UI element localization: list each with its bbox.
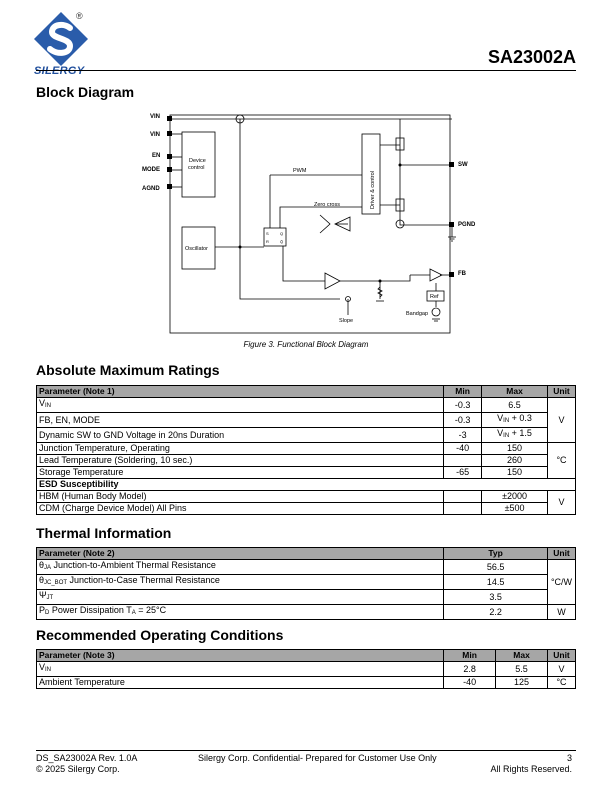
table-row: Lead Temperature (Soldering, 10 sec.) 260 [37, 455, 576, 467]
thermal-title: Thermal Information [36, 525, 172, 541]
thermal-table [36, 547, 576, 620]
table-row: Junction Temperature, Operating -40 150 °C [37, 443, 576, 455]
col-parameter: Parameter (Note 3) [37, 650, 444, 662]
device-control-label-2: control [188, 165, 205, 171]
table-row: Storage Temperature -65 150 [37, 467, 576, 479]
table-row: θJC_BOT Junction-to-Case Thermal Resistance 14.5 [37, 575, 576, 590]
pin-en: EN [152, 153, 161, 159]
unit-celsius: °C [548, 443, 576, 479]
table-header-row [37, 650, 576, 662]
pin-pgnd: PGND [458, 222, 476, 228]
footer-confidential: Silergy Corp. Confidential- Prepared for Customer Use Only [198, 753, 437, 763]
table-row: FB, EN, MODE -0.3 VIN + 0.3 [37, 413, 576, 428]
latch-r-label: R [266, 239, 269, 244]
unit-volts: V [548, 398, 576, 443]
pin-vin-2: VIN [150, 132, 161, 138]
footer-doc-id: DS_SA23002A Rev. 1.0A [36, 753, 138, 763]
pwm-label: PWM [293, 168, 307, 174]
abs-max-table [36, 385, 576, 515]
zero-cross-label: Zero cross [314, 202, 340, 208]
unit-esd-volts: V [548, 491, 576, 515]
footer-rights: All Rights Reserved. [490, 764, 572, 774]
table-row: Dynamic SW to GND Voltage in 20ns Duration -3 VIN + 1.5 [37, 428, 576, 443]
unit-cw: °C/W [548, 560, 576, 605]
footer-copyright: © 2025 Silergy Corp. [36, 764, 120, 774]
footer-page-number: 3 [566, 753, 572, 763]
header-rule [36, 70, 576, 71]
col-unit: Unit [548, 650, 576, 662]
table-row: CDM (Charge Device Model) All Pins ±500 [37, 503, 576, 515]
latch-qbar-label: Q̄ [280, 239, 284, 244]
logo-wordmark: SILERGY [34, 65, 85, 77]
pin-sw: SW [458, 162, 468, 168]
table-row: PD Power Dissipation TA = 25°C 2.2 W [37, 605, 576, 620]
esd-subheader-row: ESD Susceptibility [37, 479, 576, 491]
recommended-title: Recommended Operating Conditions [36, 627, 284, 643]
registered-mark: ® [76, 11, 83, 21]
functional-block-diagram [130, 107, 490, 337]
abs-max-title: Absolute Maximum Ratings [36, 362, 220, 378]
pin-vin-1: VIN [150, 114, 161, 120]
driver-control-label: Driver & control [370, 171, 376, 209]
table-row: VIN 2.8 5.5 V [37, 662, 576, 677]
bandgap-label: Bandgap [406, 311, 429, 317]
col-max: Max [496, 650, 548, 662]
unit-watt: W [548, 605, 576, 620]
oscillator-label: Oscillator [185, 246, 208, 252]
block-diagram-title: Block Diagram [36, 84, 135, 100]
col-unit: Unit [548, 386, 576, 398]
table-row: ΨJT 3.5 [37, 590, 576, 605]
pin-mode: MODE [142, 167, 160, 173]
col-min: Min [444, 386, 482, 398]
col-parameter: Parameter (Note 2) [37, 548, 444, 560]
pin-fb: FB [458, 271, 466, 277]
part-number: SA23002A [487, 47, 576, 67]
latch-s-label: S [266, 231, 269, 236]
table-header-row [37, 548, 576, 560]
pin-agnd: AGND [142, 186, 160, 192]
figure-caption: Figure 3. Functional Block Diagram [243, 340, 369, 349]
device-control-label: Device [189, 158, 206, 164]
col-unit: Unit [548, 548, 576, 560]
footer-rule [36, 750, 576, 751]
table-row: VIN -0.3 6.5 V [37, 398, 576, 413]
latch-q-label: Q [280, 231, 284, 236]
ref-label: Ref [430, 294, 439, 300]
table-row: HBM (Human Body Model) ±2000 V [37, 491, 576, 503]
col-typ: Typ [444, 548, 548, 560]
table-header-row [37, 386, 576, 398]
table-row: Ambient Temperature -40 125 °C [37, 677, 576, 689]
slope-label: Slope [339, 318, 354, 324]
col-max: Max [482, 386, 548, 398]
table-row: θJA Junction-to-Ambient Thermal Resistance 56.5 °C/W [37, 560, 576, 575]
col-min: Min [444, 650, 496, 662]
recommended-table [36, 649, 576, 689]
col-parameter: Parameter (Note 1) [37, 386, 444, 398]
